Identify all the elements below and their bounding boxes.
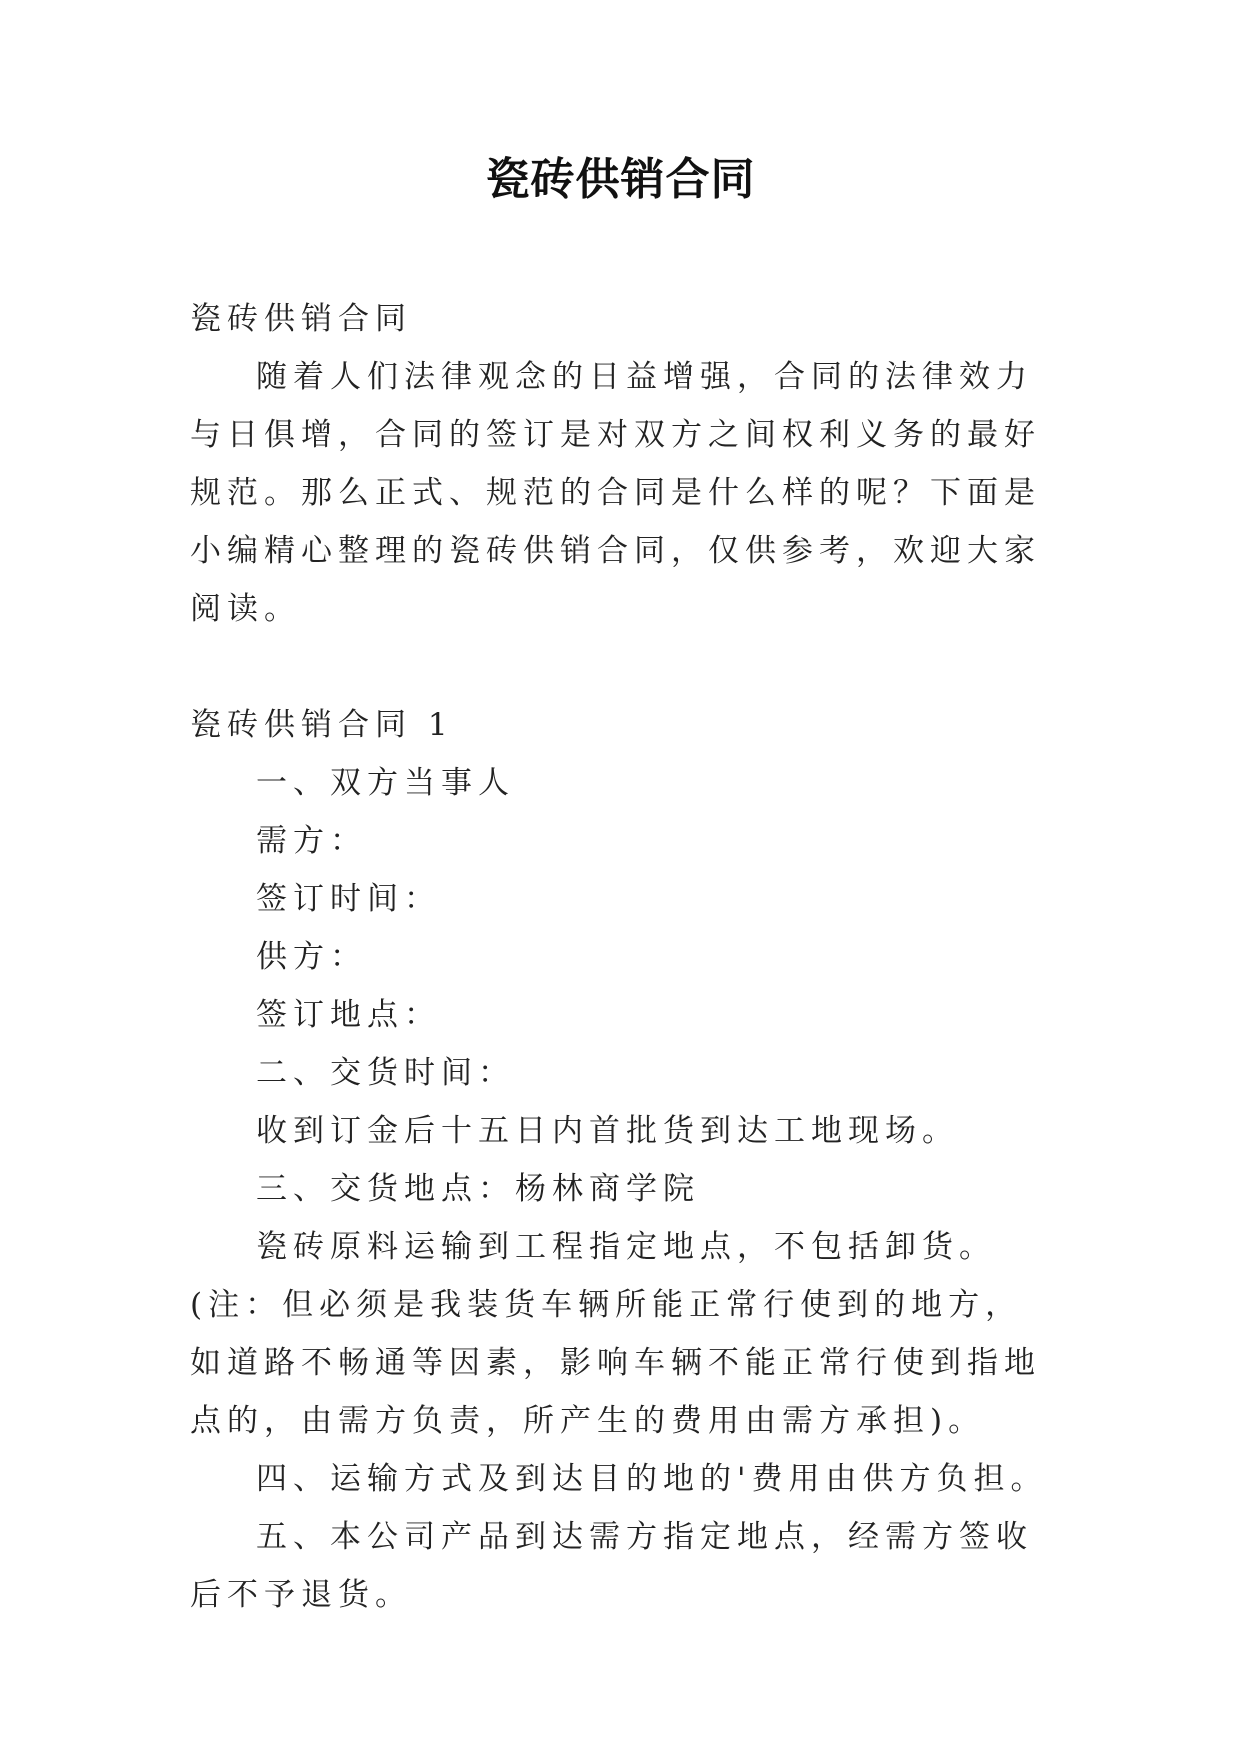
delivery-place-text: 瓷砖原料运输到工程指定地点，不包括卸货。(注：但必须是我装货车辆所能正常行使到的地方，如道路不畅通等因素，影响车辆不能正常行使到指地点的，由需方负责，所产生的费用由需方承担)。 bbox=[190, 1229, 1041, 1439]
document-body bbox=[190, 290, 1052, 1624]
clause-parties: 一、双方当事人 bbox=[256, 765, 515, 801]
field-supplier: 供方： bbox=[256, 939, 367, 975]
field-signing-place: 签订地点： bbox=[256, 997, 441, 1033]
clause-delivery-place: 三、交货地点：杨林商学院 bbox=[256, 1171, 700, 1207]
document-heading: 瓷砖供销合同 bbox=[190, 301, 412, 337]
clause-transport: 四、运输方式及到达目的地的'费用由供方负担。 bbox=[256, 1461, 1048, 1497]
intro-paragraph: 随着人们法律观念的日益增强，合同的法律效力与日俱增，合同的签订是对双方之间权利义务的最好规范。那么正式、规范的合同是什么样的呢？下面是小编精心整理的瓷砖供销合同，仅供参考，欢迎大家阅读。 bbox=[190, 359, 1041, 627]
document-title: 瓷砖供销合同 bbox=[485, 154, 756, 205]
delivery-time-text: 收到订金后十五日内首批货到达工地现场。 bbox=[256, 1113, 959, 1149]
section-title: 瓷砖供销合同 1 bbox=[190, 707, 454, 743]
clause-delivery-time: 二、交货时间： bbox=[256, 1055, 515, 1091]
paragraph-spacer bbox=[190, 638, 1052, 696]
field-buyer: 需方： bbox=[256, 823, 367, 859]
field-signing-time: 签订时间： bbox=[256, 881, 441, 917]
clause-returns: 五、本公司产品到达需方指定地点，经需方签收后不予退货。 bbox=[190, 1519, 1033, 1613]
